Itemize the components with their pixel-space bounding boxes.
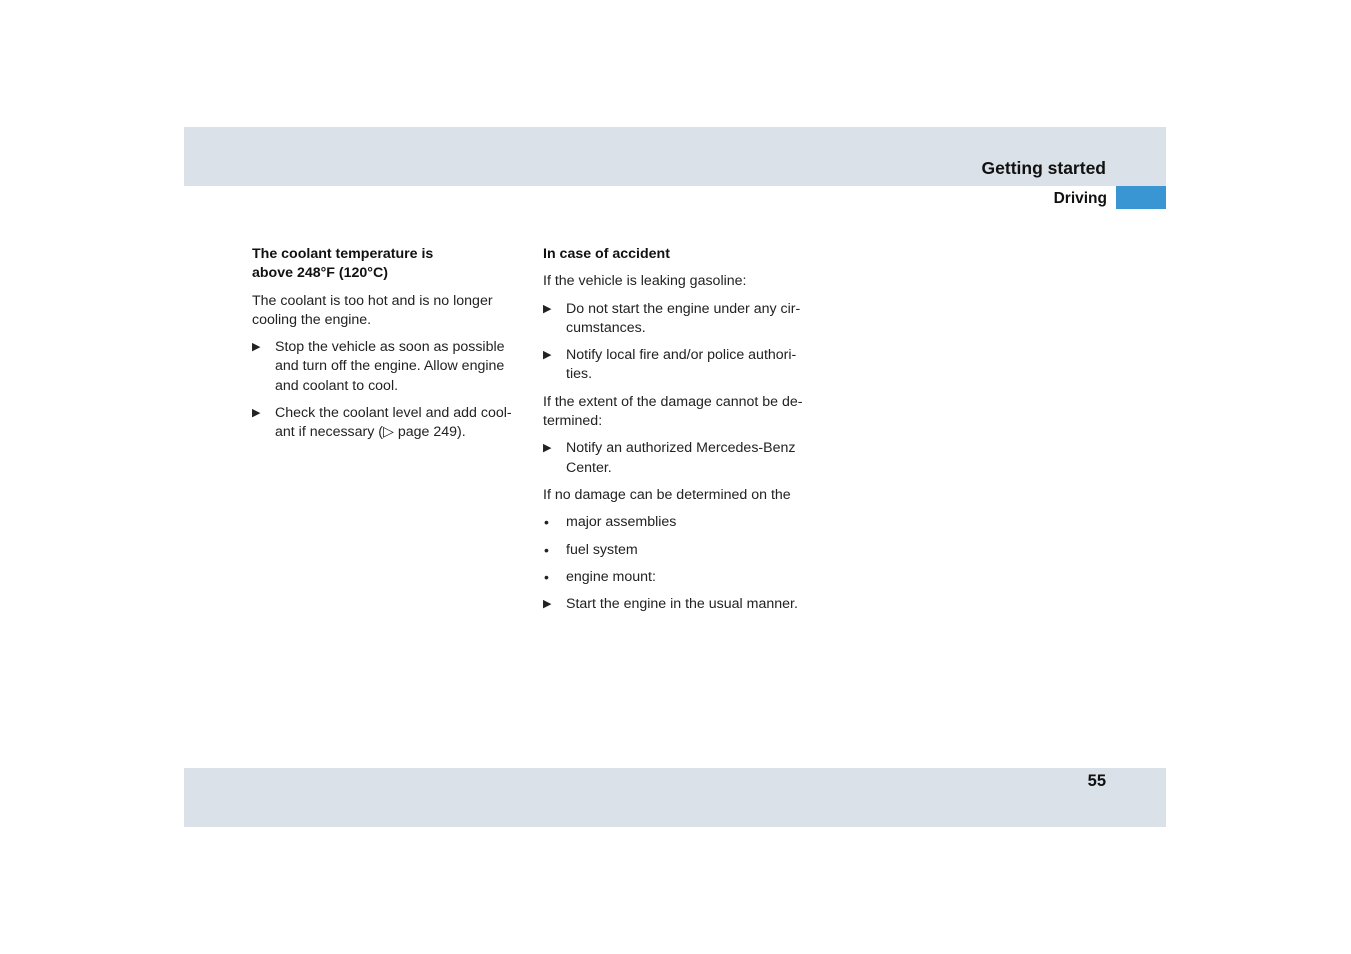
section-title: Getting started [981,158,1106,178]
coolant-heading [252,245,524,284]
arrow-bullet-icon: ▶ [252,407,261,420]
instruction-step [252,404,524,443]
coolant-heading-line: above 248°F (120°C) [252,265,388,282]
coolant-intro-line: cooling the engine. [252,311,372,328]
footer-band [184,768,1166,827]
step-line: Do not start the engine under any cir- [566,300,801,317]
no-damage-intro: If no damage can be determined on the [543,486,791,503]
coolant-heading-line: The coolant temperature is [252,246,434,262]
step-line: and coolant to cool. [275,377,399,394]
damage-intro [543,393,818,432]
accident-heading: In case of accident [543,246,670,262]
leak-intro: If the vehicle is leaking gasoline: [543,273,747,290]
step-line: ties. [566,366,593,383]
damage-intro-line: If the extent of the damage cannot be de- [543,393,803,410]
step-line: cumstances. [566,319,646,336]
list-item [543,541,818,560]
step-line: Stop the vehicle as soon as possible [275,339,505,356]
dot-bullet-icon: • [544,541,549,558]
arrow-bullet-icon: ▶ [543,349,552,362]
instruction-step [543,346,818,385]
section-tab-marker [1116,186,1166,209]
arrow-bullet-icon: ▶ [543,442,552,455]
step-line: Notify an authorized Mercedes-Benz [566,440,796,457]
coolant-intro [252,292,524,331]
arrow-bullet-icon: ▶ [252,341,261,354]
instruction-step [252,338,524,396]
step-line: and turn off the engine. Allow engine [275,358,505,375]
list-item-text: engine mount: [566,568,656,585]
instruction-step [543,439,818,478]
instruction-step [543,300,818,339]
arrow-bullet-icon: ▶ [543,598,552,611]
page-number: 55 [1087,772,1106,790]
list-item-text: fuel system [566,541,638,558]
list-item [543,568,818,587]
dot-bullet-icon: • [544,568,549,585]
damage-intro-line: termined: [543,413,603,430]
left-column [252,245,524,451]
middle-column [543,245,818,622]
coolant-intro-line: The coolant is too hot and is no longer [252,292,493,309]
arrow-bullet-icon: ▶ [543,302,552,315]
subsection-title: Driving [1053,190,1107,207]
step-line: Center. [566,459,612,476]
dot-bullet-icon: • [544,514,549,531]
step-line: Notify local fire and/or police authori- [566,347,797,364]
instruction-step [543,595,818,614]
list-item [543,513,818,532]
step-line: ant if necessary (▷ page 249). [275,424,466,441]
step-line: Start the engine in the usual manner. [566,596,798,613]
step-line: Check the coolant level and add cool- [275,405,512,422]
list-item-text: major assemblies [566,514,677,531]
